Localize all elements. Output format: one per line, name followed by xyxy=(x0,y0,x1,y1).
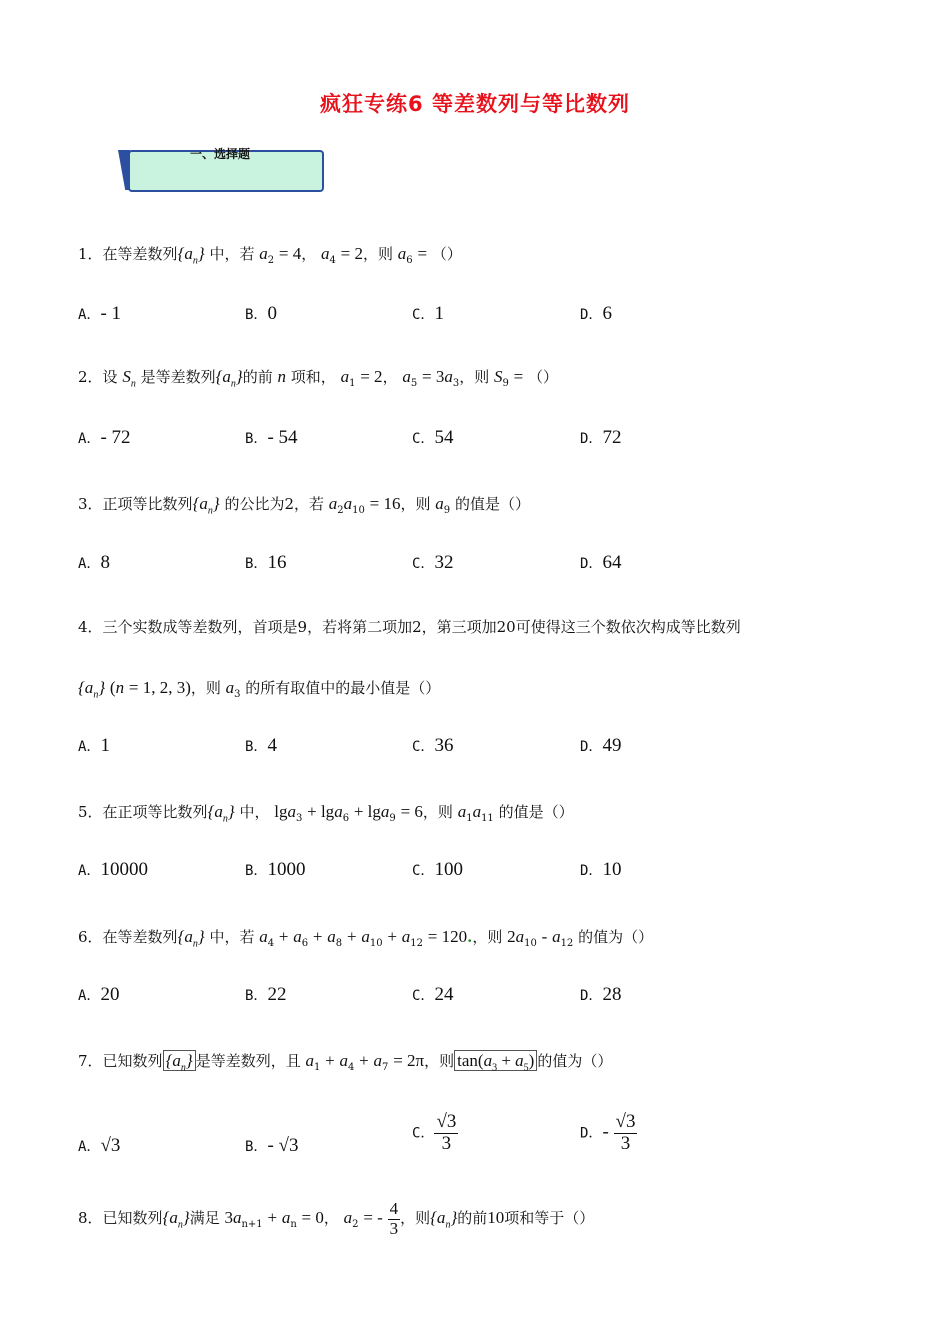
question-number: 8． xyxy=(78,1209,103,1228)
option-3b[interactable]: B．16 xyxy=(245,552,287,573)
question-number: 5． xyxy=(78,803,103,821)
question-number: 1． xyxy=(78,245,103,263)
question-number: 7． xyxy=(78,1052,103,1070)
option-6d[interactable]: D．28 xyxy=(580,984,622,1005)
option-2c[interactable]: C．54 xyxy=(412,427,454,448)
question-6: 6．在等差数列$\{a_n\}$ 中，若 $a_4 + a_6 + a_8 + a_{10} + a_{12} = 120$.，则 $2a_{10} - a_{12}$ 的值为（） xyxy=(78,927,654,950)
option-2d[interactable]: D．72 xyxy=(580,427,622,448)
question-3: 3．正项等比数列$\{a_n\}$ 的公比为2，若 $a_2a_{10} = 16$，则 $a_9$ 的值是（） xyxy=(78,494,530,517)
option-6b[interactable]: B．22 xyxy=(245,984,287,1005)
option-1b[interactable]: B．0 xyxy=(245,303,277,324)
option-3d[interactable]: D．64 xyxy=(580,552,622,573)
question-7: 7．已知数列 $\{a_n\}$ 是等差数列，且 $a_1 + a_4 + a_7 = 2\pi$，则 $\tan(a_3 + a_5)$ 的值为（） xyxy=(78,1051,613,1074)
section-heading: 一、选择题 xyxy=(190,147,251,161)
question-number: 4． xyxy=(78,618,103,636)
question-number: 3． xyxy=(78,495,103,513)
option-4b[interactable]: B．4 xyxy=(245,735,277,756)
question-number: 6． xyxy=(78,928,103,946)
option-3a[interactable]: A．8 xyxy=(78,552,110,573)
option-4d[interactable]: D．49 xyxy=(580,735,622,756)
option-7b[interactable]: B．- √3 xyxy=(245,1135,299,1156)
option-1d[interactable]: D．6 xyxy=(580,303,612,324)
question-1: 1．在等差数列$\{a_n\}$ 中，若 $a_2 = 4$， $a_4 = 2$，则 $a_6$ = （） xyxy=(78,244,462,267)
page-title: 疯狂专练6 等差数列与等比数列 xyxy=(320,92,630,116)
option-7d[interactable]: D．- $\frac{√3}{3}$ xyxy=(580,1111,636,1154)
option-5d[interactable]: D．10 xyxy=(580,859,622,880)
question-2: 2．设 $S_n$ 是等差数列$\{a_n\}$的前 n 项和， $a_1 = 2$， $a_5 = 3a_3$，则 $S_9$ = （） xyxy=(78,367,559,390)
option-5b[interactable]: B．1000 xyxy=(245,859,306,880)
option-4a[interactable]: A．1 xyxy=(78,735,110,756)
option-7a[interactable]: A．√3 xyxy=(78,1135,121,1156)
option-7c[interactable]: C． $\frac{√3}{3}$ xyxy=(412,1111,457,1154)
option-4c[interactable]: C．36 xyxy=(412,735,454,756)
option-5c[interactable]: C．100 xyxy=(412,859,463,880)
question-8: 8．已知数列$\{a_n\}$满足 $3a_{n+1} + a_n = 0$， $a_2$ = - $\frac{4}{3}$ ，则$\{a_n\}$的前10项和等于（） xyxy=(78,1199,595,1238)
question-5: 5．在正项等比数列$\{a_n\}$ 中， lga$_3$ + lga$_6$ + lga$_9$ = 6，则 $a_1a_{11}$ 的值是（） xyxy=(78,802,574,825)
option-6a[interactable]: A．20 xyxy=(78,984,120,1005)
question-4-line2: $\{a_n\} (n = 1$, 2, 3)，则 $a_3$ 的所有取值中的最小值是（） xyxy=(78,678,441,701)
option-1c[interactable]: C．1 xyxy=(412,303,444,324)
option-5a[interactable]: A．10000 xyxy=(78,859,148,880)
option-1a[interactable]: A．- 1 xyxy=(78,303,122,324)
option-2a[interactable]: A．- 72 xyxy=(78,427,131,448)
question-4: 4．三个实数成等差数列，首项是9，若将第二项加2，第三项加20可使得这三个数依次构成等比数列 xyxy=(78,618,741,636)
option-2b[interactable]: B．- 54 xyxy=(245,427,298,448)
question-number: 2． xyxy=(78,368,103,386)
option-3c[interactable]: C．32 xyxy=(412,552,454,573)
option-6c[interactable]: C．24 xyxy=(412,984,454,1005)
